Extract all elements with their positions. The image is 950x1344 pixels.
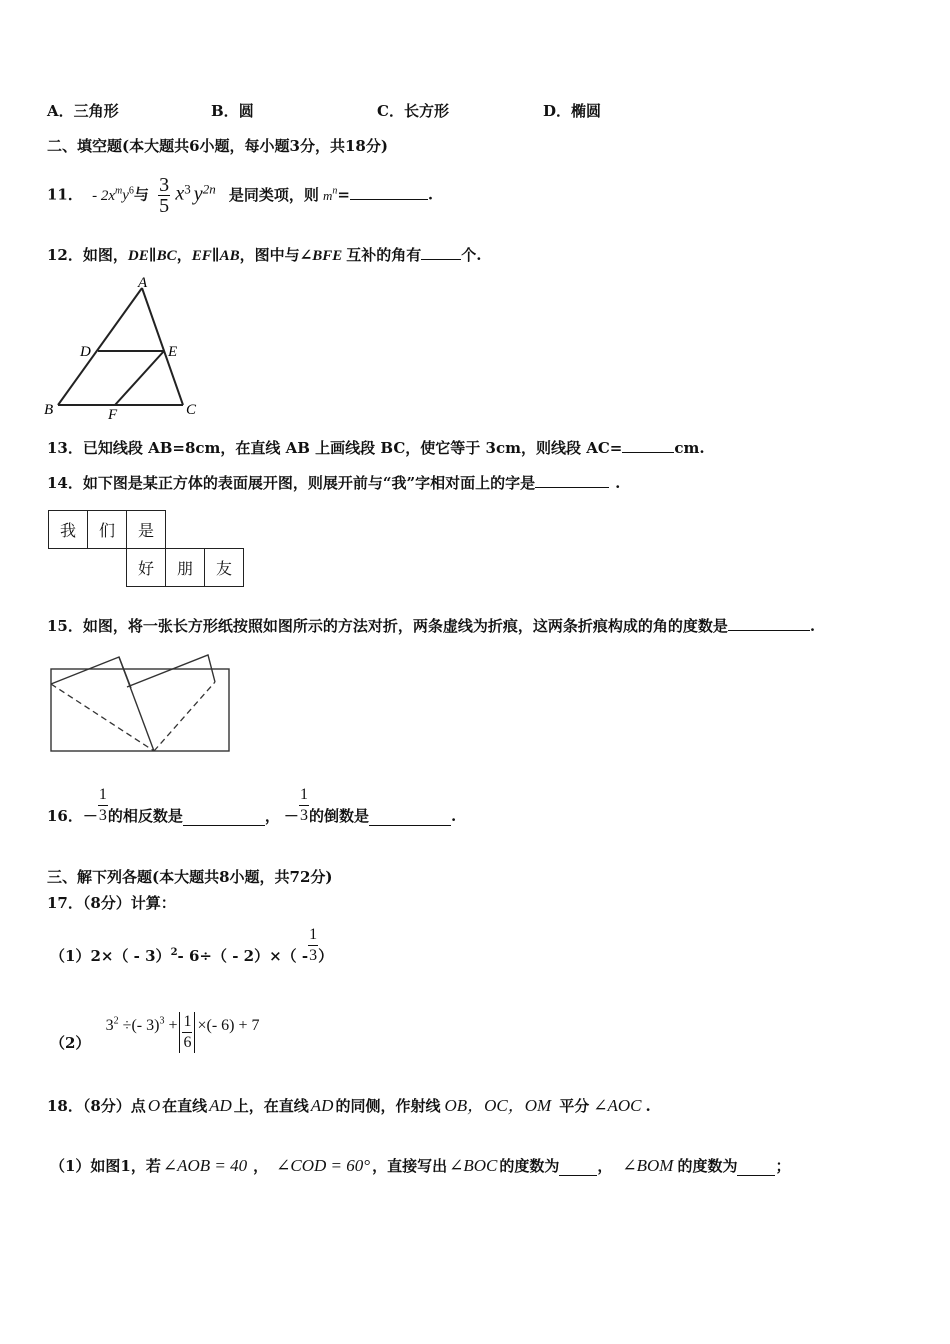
option-d: D．椭圆 bbox=[543, 102, 602, 120]
label-f: F bbox=[108, 407, 118, 423]
answer-blank bbox=[350, 185, 428, 200]
question-13: 13．已知线段 AB=8cm，在直线 AB 上画线段 BC，使它等于 3cm，则线段 AC= cm. bbox=[47, 439, 705, 457]
cube-net bbox=[48, 510, 244, 587]
answer-blank bbox=[559, 1161, 597, 1176]
cube-cell: 好 bbox=[127, 549, 166, 587]
cube-cell: 友 bbox=[205, 549, 244, 587]
question-12: 12．如图，DE∥BC，EF∥AB，图中与∠BFE 互补的角有 个. bbox=[47, 246, 482, 264]
triangle-figure bbox=[40, 272, 210, 424]
question-18: 18．（8分）点 O 在直线 AD 上，在直线 AD 的同侧，作射线 OB，OC，OM 平分 ∠AOC . bbox=[47, 1096, 651, 1115]
folded-paper-figure bbox=[45, 650, 237, 760]
answer-blank bbox=[535, 473, 609, 488]
question-11: 11． - $2x^my^6$与 $\frac{3}{5}$ x3 y2n 是同类项，则 $m^n=$ . bbox=[47, 174, 434, 217]
cube-cell: 我 bbox=[49, 511, 88, 549]
label-e: E bbox=[168, 344, 178, 360]
label-c: C bbox=[186, 402, 197, 418]
question-14: 14．如下图是某正方体的表面展开图，则展开前与“我”字相对面上的字是 . bbox=[47, 474, 621, 492]
question-18-part1: （1）如图1，若 ∠AOB = 40 ， ∠COD = 60° ，直接写出 ∠BOC 的度数为 ， ∠BOM 的度数为 ； bbox=[50, 1156, 791, 1175]
option-b: B．圆 bbox=[211, 102, 254, 120]
answer-blank bbox=[737, 1161, 775, 1176]
cube-cell: 们 bbox=[88, 511, 127, 549]
question-16: 16．－ $\frac{1}{3}$ 的相反数是 ， － $\frac{1}{3}$ 的倒数是 . bbox=[47, 786, 457, 825]
question-15: 15．如图，将一张长方形纸按照如图所示的方法对折，两条虚线为折痕，这两条折痕构成的角的度数是 . bbox=[47, 617, 816, 635]
answer-blank bbox=[622, 438, 674, 453]
cube-cell: 是 bbox=[127, 511, 166, 549]
option-a: A．三角形 bbox=[47, 102, 119, 120]
answer-blank bbox=[369, 811, 451, 826]
section2-title: 二、填空题(本大题共6小题，每小题3分，共18分) bbox=[47, 137, 388, 155]
answer-blank bbox=[728, 616, 810, 631]
option-c: C．长方形 bbox=[377, 102, 449, 120]
label-d: D bbox=[80, 344, 91, 360]
question-17-title: 17．（8分）计算： bbox=[47, 894, 176, 912]
question-17-part1: （1）2×（ - 3）$^2$- 6÷（ - 2）×（ - $\frac{1}{3}$ ） bbox=[50, 926, 334, 965]
label-b: B bbox=[44, 402, 54, 418]
answer-blank bbox=[183, 811, 265, 826]
label-a: A bbox=[138, 275, 148, 291]
question-17-part2: （2） $3^2$ ÷(- 3)$^3$ + $\frac{1}{6}$ ×(- 6) + 7 bbox=[50, 1013, 260, 1052]
section3-title: 三、解下列各题(本大题共8小题，共72分) bbox=[47, 868, 333, 886]
answer-blank bbox=[421, 245, 461, 260]
cube-cell: 朋 bbox=[166, 549, 205, 587]
